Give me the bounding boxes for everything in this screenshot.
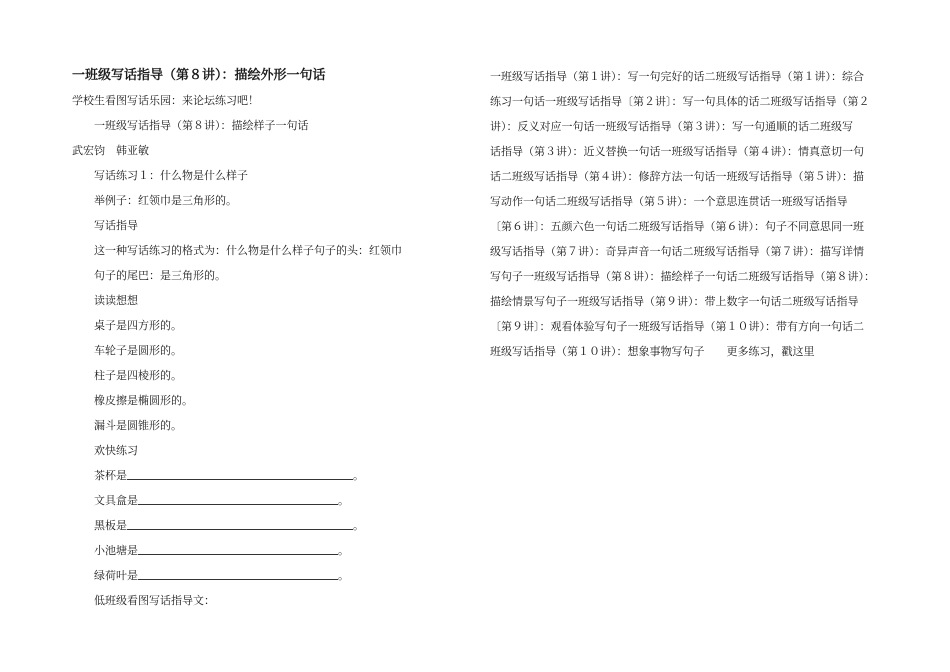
practice-label: 文具盒是 bbox=[94, 494, 138, 507]
practice-item bbox=[72, 463, 412, 488]
guide-line: 句子的尾巴：是三角形的。 bbox=[94, 269, 226, 282]
practice-item bbox=[72, 563, 412, 588]
answer-blank bbox=[127, 466, 353, 480]
practice-label: 茶杯是 bbox=[94, 469, 127, 482]
lesson-list-line: 〔第９讲〕：观看体验写句子一班级写话指导（第１０讲）：带有方向一句话二 bbox=[490, 320, 864, 333]
document-title: 一班级写话指导（第８讲）：描绘外形一句话 bbox=[72, 68, 326, 83]
lesson-list-line: 讲）：反义对应一句话一班级写话指导（第３讲）：写一句通顺的话二班级写 bbox=[490, 120, 853, 133]
answer-blank bbox=[138, 566, 338, 580]
read-item: 橡皮擦是椭圆形的。 bbox=[94, 394, 193, 407]
lesson-list-line: 级写话指导（第７讲）：奇异声音一句话二班级写话指导（第７讲）：描写详情 bbox=[490, 245, 864, 258]
practice-label: 绿荷叶是 bbox=[94, 569, 138, 582]
answer-blank bbox=[127, 516, 353, 530]
guide-heading: 写话指导 bbox=[94, 219, 138, 232]
lesson-list-line: 〔第６讲〕：五颜六色一句话二班级写话指导（第６讲）：句子不同意思同一班 bbox=[490, 220, 864, 233]
guide-line: 这一种写话练习的格式为：什么物是什么样子句子的头：红领巾 bbox=[94, 244, 402, 257]
practice-end: 。 bbox=[353, 469, 364, 482]
lesson-list-line: 描绘情景写句子一班级写话指导（第９讲）：带上数字一句话二班级写话指导 bbox=[490, 295, 859, 308]
authors: 武宏钧 韩亚敏 bbox=[72, 144, 149, 157]
practice-item bbox=[72, 513, 412, 538]
lesson-list-line: 写动作一句话二班级写话指导（第５讲）：一个意思连贯话一班级写话指导 bbox=[490, 195, 848, 208]
lesson-list-line: 练习一句话一班级写话指导〔第２讲〕：写一句具体的话二班级写话指导（第２ bbox=[490, 95, 870, 108]
answer-blank bbox=[138, 541, 338, 555]
practice-end: 。 bbox=[353, 519, 364, 532]
practice-label: 黑板是 bbox=[94, 519, 127, 532]
lesson-list-line: 话指导（第３讲）：近义替换一句话一班级写话指导（第４讲）：情真意切一句 bbox=[490, 145, 864, 158]
read-item: 桌子是四方形的。 bbox=[94, 319, 182, 332]
answer-blank bbox=[138, 491, 338, 505]
exercise-title: 写话练习１：什么物是什么样子 bbox=[94, 169, 248, 182]
practice-heading: 欢快练习 bbox=[94, 444, 138, 457]
intro-line: 学校生看图写话乐园：来论坛练习吧！ bbox=[72, 94, 259, 107]
left-column bbox=[72, 64, 412, 613]
read-item: 柱子是四棱形的。 bbox=[94, 369, 182, 382]
right-column bbox=[490, 64, 882, 364]
practice-end: 。 bbox=[338, 494, 349, 507]
lesson-list-line: 写句子一班级写话指导（第８讲）：描绘样子一句话二班级写话指导（第８讲）： bbox=[490, 270, 875, 283]
read-item: 车轮子是圆形的。 bbox=[94, 344, 182, 357]
practice-end: 。 bbox=[338, 544, 349, 557]
footer-line: 低班级看图写话指导文： bbox=[94, 594, 215, 607]
read-item: 漏斗是圆锥形的。 bbox=[94, 419, 182, 432]
lesson-list-line: 话二班级写话指导（第４讲）：修辞方法一句话一班级写话指导（第５讲）：描 bbox=[490, 170, 864, 183]
practice-item bbox=[72, 538, 412, 563]
practice-end: 。 bbox=[338, 569, 349, 582]
example-line: 举例子：红领巾是三角形的。 bbox=[94, 194, 237, 207]
practice-label: 小池塘是 bbox=[94, 544, 138, 557]
practice-item bbox=[72, 488, 412, 513]
lesson-list-line: 班级写话指导（第１０讲）：想象事物写句子 更多练习，戳这里 bbox=[490, 345, 815, 358]
lesson-list-line: 一班级写话指导（第１讲）：写一句完好的话二班级写话指导（第１讲）：综合 bbox=[490, 70, 864, 83]
read-heading: 读读想想 bbox=[94, 294, 138, 307]
lesson-subtitle: 一班级写话指导（第８讲）：描绘样子一句话 bbox=[94, 119, 309, 132]
